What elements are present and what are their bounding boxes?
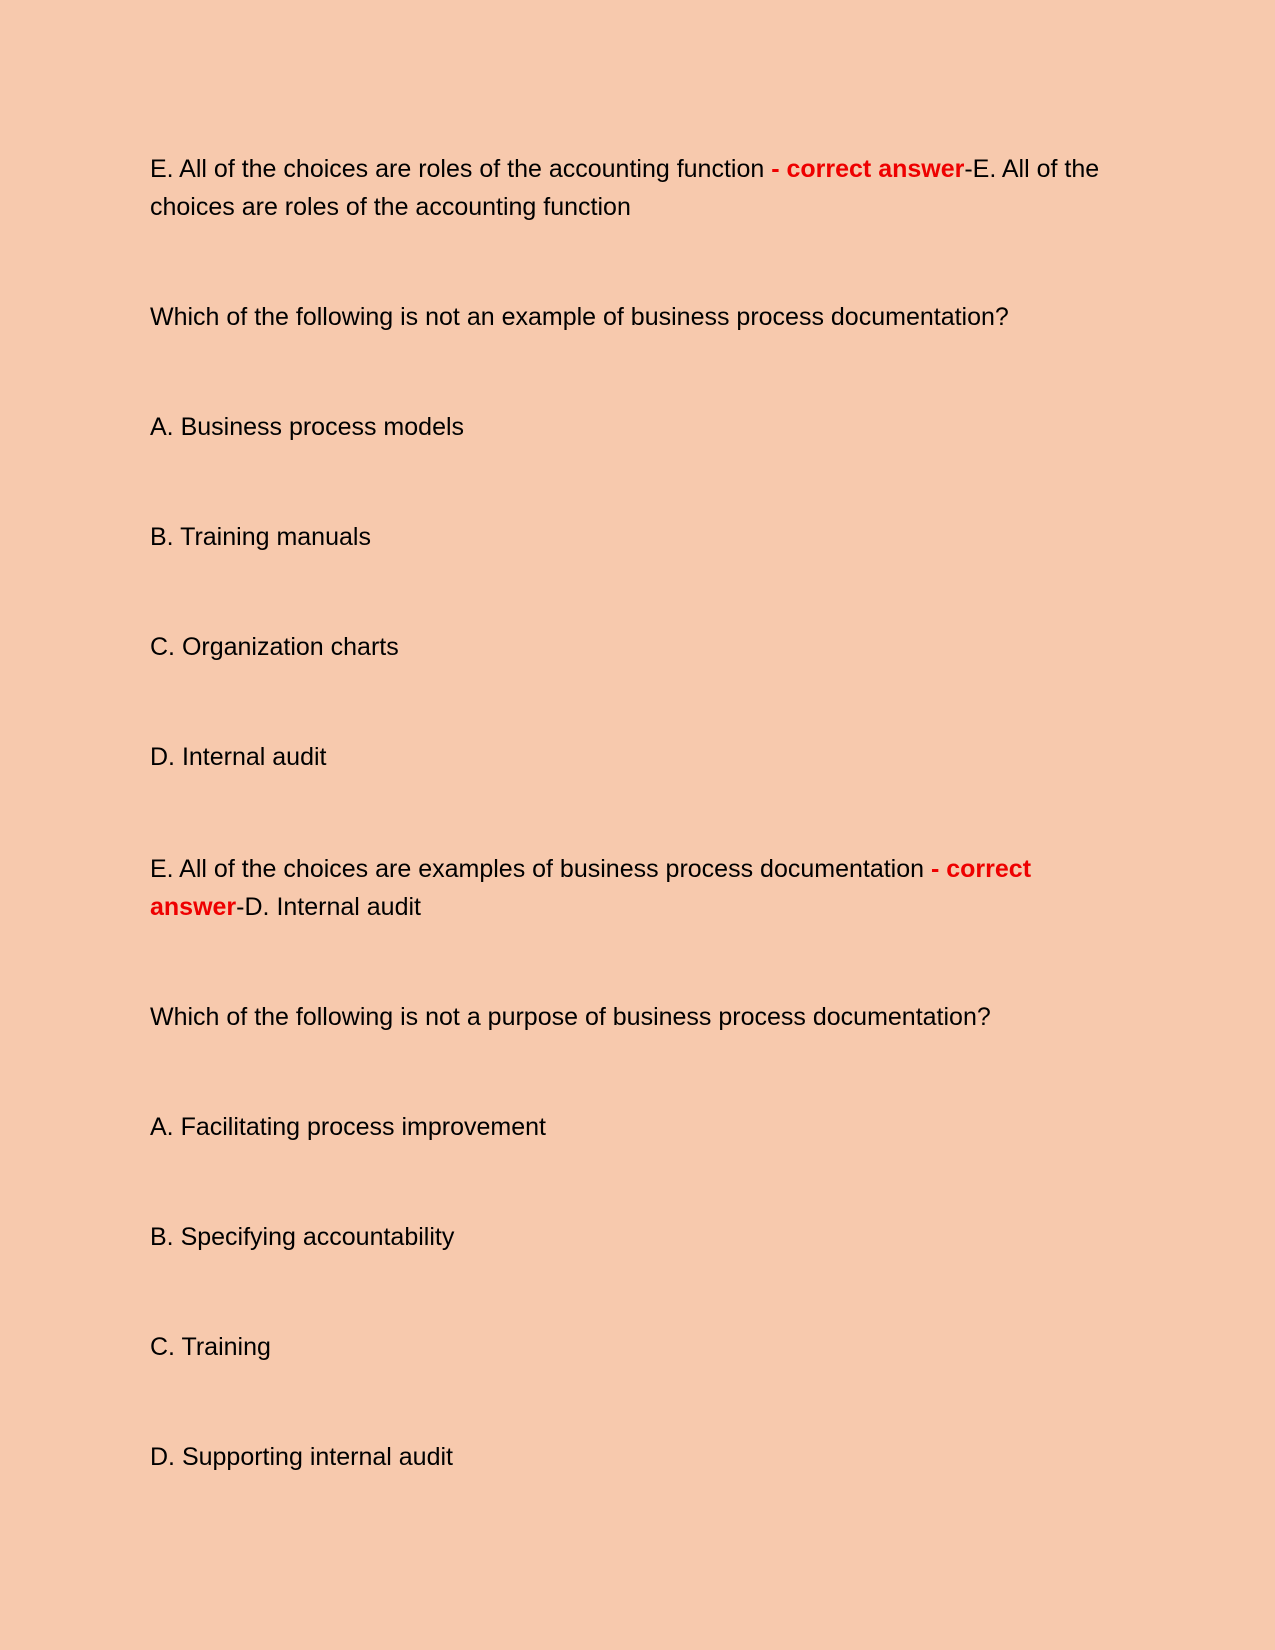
q1-option-b: B. Training manuals <box>150 523 371 551</box>
q1-option-a: A. Business process models <box>150 413 465 441</box>
q2-option-d: D. Supporting internal audit <box>150 1443 453 1471</box>
q2-option-a: A. Facilitating process improvement <box>150 1113 546 1141</box>
q2-option-c: C. Training <box>150 1333 271 1361</box>
q2-question: Which of the following is not a purpose of business process documentation? <box>150 1003 991 1031</box>
q1-option-c: C. Organization charts <box>150 633 399 661</box>
correct-answer-label: - correct answer <box>150 855 1032 921</box>
q1-option-d: D. Internal audit <box>150 743 327 771</box>
q1-option-e-with-answer <box>150 850 1120 926</box>
answer-text: -E. All of the choices are roles of the accounting function <box>150 155 1100 221</box>
q2-option-b: B. Specifying accountability <box>150 1223 455 1251</box>
q1-question: Which of the following is not an example of business process documentation? <box>150 303 1009 331</box>
q0-option-e-with-answer <box>150 150 1120 226</box>
option-text: E. All of the choices are roles of the accounting function <box>150 155 772 183</box>
correct-answer-label: - correct answer <box>771 155 965 183</box>
answer-text: -D. Internal audit <box>236 893 421 921</box>
option-text: E. All of the choices are examples of business process documentation <box>150 855 931 883</box>
